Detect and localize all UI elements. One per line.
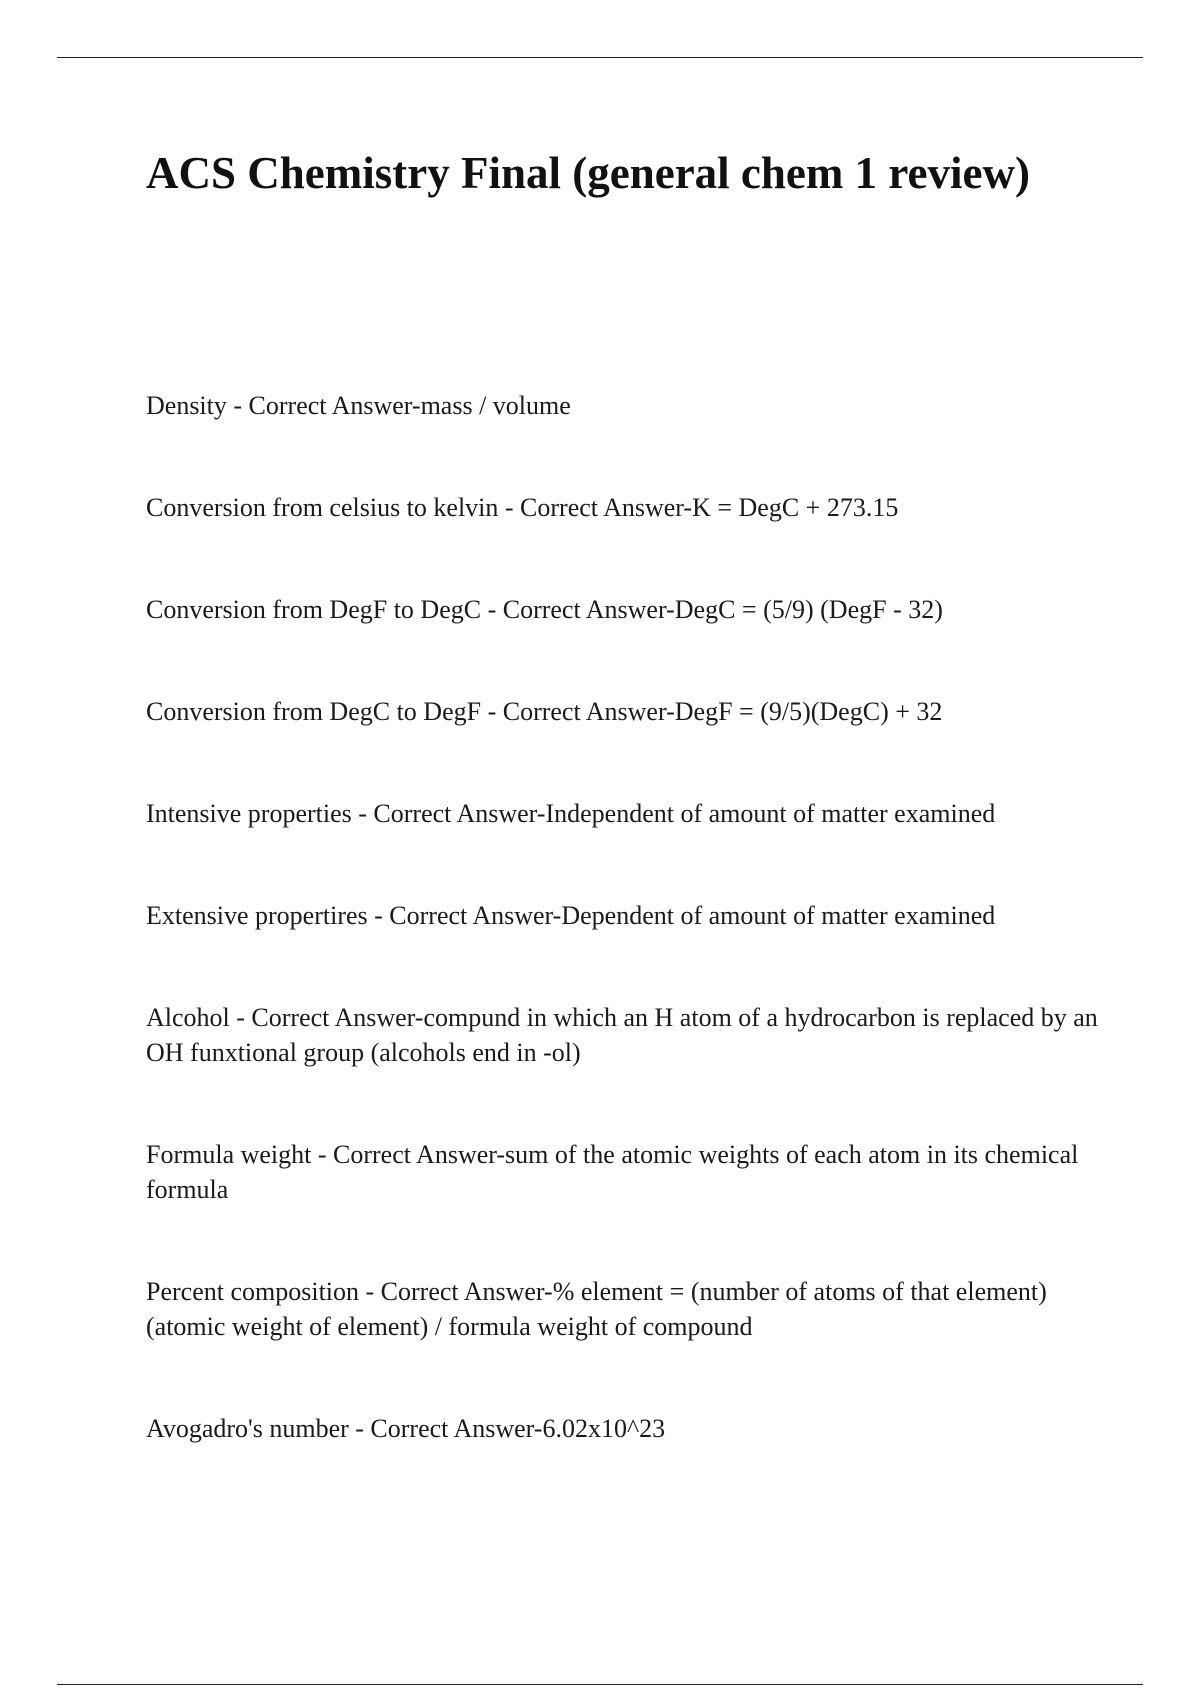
document-title: ACS Chemistry Final (general chem 1 review) xyxy=(146,148,1030,198)
flashcard-entry-percent-composition: Percent composition - Correct Answer-% element = (number of atoms of that element)(atomic weight of element) / formula weight of compound xyxy=(146,1277,1047,1341)
flashcard-entry-extensive: Extensive propertires - Correct Answer-Dependent of amount of matter examined xyxy=(146,901,996,930)
flashcard-entry-celsius-kelvin: Conversion from celsius to kelvin - Correct Answer-K = DegC + 273.15 xyxy=(146,493,899,522)
document-body xyxy=(146,145,1106,1443)
page-bottom-rule xyxy=(57,1684,1143,1685)
flashcard-list xyxy=(146,388,1106,1446)
flashcard-entry-avogadro: Avogadro's number - Correct Answer-6.02x10^23 xyxy=(146,1414,666,1443)
page-top-rule xyxy=(57,57,1143,58)
flashcard-entry-formula-weight: Formula weight - Correct Answer-sum of the atomic weights of each atom in its chemical formula xyxy=(146,1140,1079,1204)
flashcard-entry-intensive: Intensive properties - Correct Answer-Independent of amount of matter examined xyxy=(146,799,996,828)
flashcard-entry-alcohol: Alcohol - Correct Answer-compund in which an H atom of a hydrocarbon is replaced by an OH funxtional group (alcohols end in -ol) xyxy=(146,1003,1098,1067)
flashcard-entry-density: Density - Correct Answer-mass / volume xyxy=(146,391,571,420)
flashcard-entry-degf-degc: Conversion from DegF to DegC - Correct Answer-DegC = (5/9) (DegF - 32) xyxy=(146,595,943,624)
flashcard-entry-degc-degf: Conversion from DegC to DegF - Correct Answer-DegF = (9/5)(DegC) + 32 xyxy=(146,697,943,726)
